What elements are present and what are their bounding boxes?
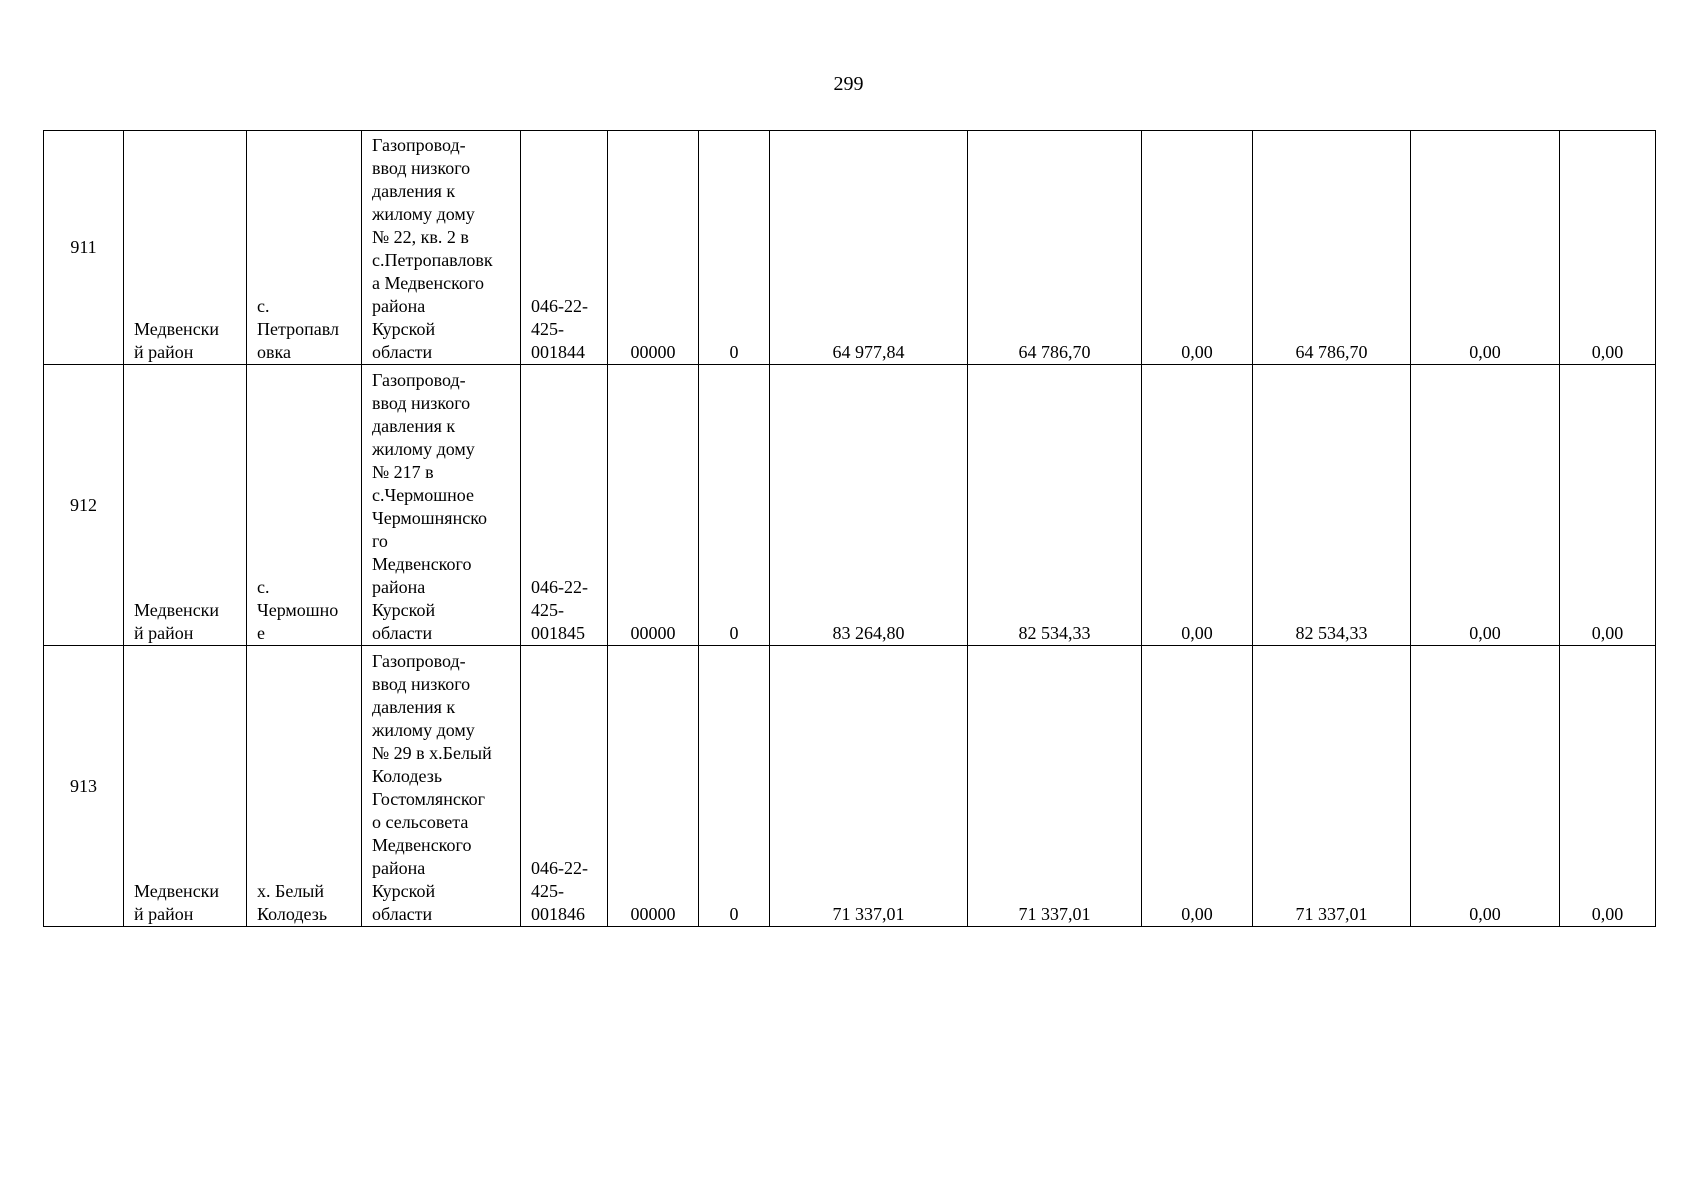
code2-cell: 0 xyxy=(699,646,770,927)
code1-cell: 00000 xyxy=(608,646,699,927)
description-cell: Газопровод- ввод низкого давления к жилому дому № 217 в с.Чермошное Чермошнянско го Медвенского района Курской области xyxy=(362,365,521,646)
amount6-cell: 0,00 xyxy=(1560,131,1656,365)
reg-number-cell: 046-22- 425- 001846 xyxy=(521,646,608,927)
amount1-cell: 83 264,80 xyxy=(770,365,968,646)
amount5-cell: 0,00 xyxy=(1411,131,1560,365)
amount2-cell: 82 534,33 xyxy=(968,365,1142,646)
amount5-cell: 0,00 xyxy=(1411,646,1560,927)
amount3-cell: 0,00 xyxy=(1142,131,1253,365)
settlement-cell: х. Белый Колодезь xyxy=(247,646,362,927)
amount4-cell: 64 786,70 xyxy=(1253,131,1411,365)
amount6-cell: 0,00 xyxy=(1560,646,1656,927)
row-number-cell: 912 xyxy=(44,365,124,646)
description-cell: Газопровод- ввод низкого давления к жилому дому № 22, кв. 2 в с.Петропавловк а Медвенского района Курской области xyxy=(362,131,521,365)
code2-cell: 0 xyxy=(699,365,770,646)
code2-cell: 0 xyxy=(699,131,770,365)
amount4-cell: 82 534,33 xyxy=(1253,365,1411,646)
row-number-cell: 911 xyxy=(44,131,124,365)
amount5-cell: 0,00 xyxy=(1411,365,1560,646)
code1-cell: 00000 xyxy=(608,131,699,365)
amount6-cell: 0,00 xyxy=(1560,365,1656,646)
amount1-cell: 71 337,01 xyxy=(770,646,968,927)
amount3-cell: 0,00 xyxy=(1142,646,1253,927)
settlement-cell: с. Чермошно е xyxy=(247,365,362,646)
registry-table xyxy=(43,130,1656,927)
row-number-cell: 913 xyxy=(44,646,124,927)
table-row xyxy=(44,646,1656,927)
reg-number-cell: 046-22- 425- 001844 xyxy=(521,131,608,365)
table-row xyxy=(44,365,1656,646)
reg-number-cell: 046-22- 425- 001845 xyxy=(521,365,608,646)
district-cell: Медвенски й район xyxy=(124,365,247,646)
amount2-cell: 64 786,70 xyxy=(968,131,1142,365)
amount2-cell: 71 337,01 xyxy=(968,646,1142,927)
table-row xyxy=(44,131,1656,365)
amount3-cell: 0,00 xyxy=(1142,365,1253,646)
settlement-cell: с. Петропавл овка xyxy=(247,131,362,365)
amount4-cell: 71 337,01 xyxy=(1253,646,1411,927)
district-cell: Медвенски й район xyxy=(124,131,247,365)
description-cell: Газопровод- ввод низкого давления к жилому дому № 29 в х.Белый Колодезь Гостомлянског о сельсовета Медвенского района Курской области xyxy=(362,646,521,927)
amount1-cell: 64 977,84 xyxy=(770,131,968,365)
district-cell: Медвенски й район xyxy=(124,646,247,927)
page-number: 299 xyxy=(833,73,864,95)
code1-cell: 00000 xyxy=(608,365,699,646)
